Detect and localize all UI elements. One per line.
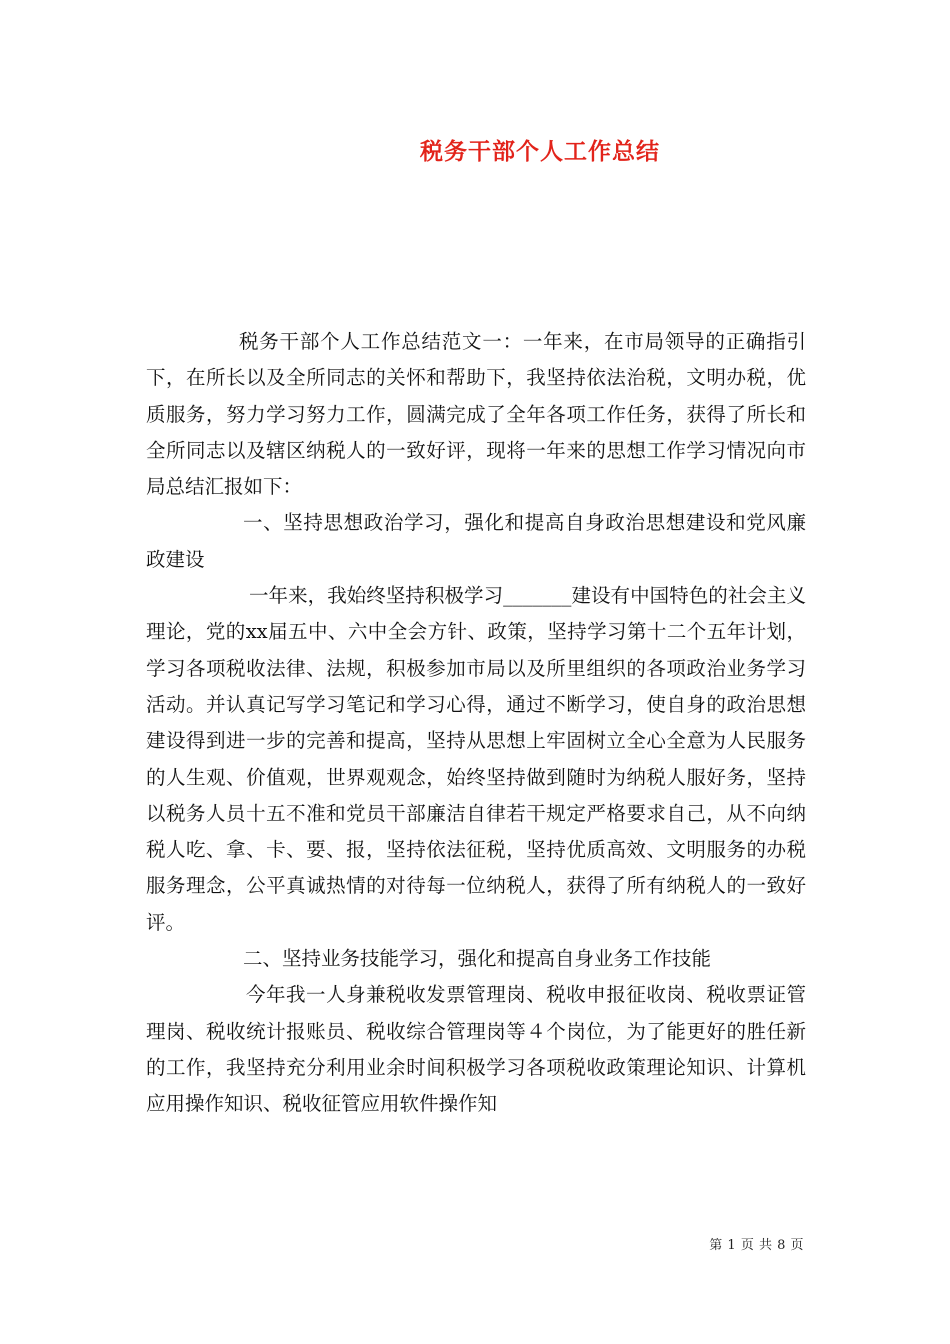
paragraph-section-1: 一年来，我始终坚持积极学习_______建设有中国特色的社会主义理论，党的xx届五中、六中全会方针、政策，坚持学习第十二个五年计划，学习各项税收法律、法规，积极参加市局以及所里组织的各项政治业务学习活动。并认真记写学习笔记和学习心得，通过不断学习，使自身的政治思想建设得到进一步的完善和提高，坚持从思想上牢固树立全心全意为人民服务的人生观、价值观，世界观观念，始终坚持做到随时为纳税人服好务，坚持以税务人员十五不准和党员干部廉洁自律若干规定严格要求自己，从不向纳税人吃、拿、卡、要、报，坚持依法征税，坚持优质高效、文明服务的办税服务理念，公平真诚热情的对待每一位纳税人，获得了所有纳税人的一致好评。 (146, 584, 806, 934)
document-title: 税务干部个人工作总结 (420, 138, 660, 165)
section-heading-2: 二、坚持业务技能学习，强化和提高自身业务工作技能 (243, 947, 712, 971)
page-number-footer: 第 1 页 共 8 页 (709, 1238, 804, 1253)
section-heading-1: 一、坚持思想政治学习，强化和提高自身政治思想建设和党风廉政建设 (146, 511, 806, 571)
paragraph-intro: 税务干部个人工作总结范文一：一年来，在市局领导的正确指引下，在所长以及全所同志的关怀和帮助下，我坚持依法治税，文明办税，优质服务，努力学习努力工作，圆满完成了全年各项工作任务，获得了所长和全所同志以及辖区纳税人的一致好评，现将一年来的思想工作学习情况向市局总结汇报如下： (146, 330, 806, 499)
document-body (146, 324, 806, 1123)
paragraph-section-2: 今年我一人身兼税收发票管理岗、税收申报征收岗、税收票证管理岗、税收统计报账员、税收综合管理岗等４个岗位，为了能更好的胜任新的工作，我坚持充分利用业余时间积极学习各项税收政策理论知识、计算机应用操作知识、税收征管应用软件操作知 (146, 983, 806, 1116)
